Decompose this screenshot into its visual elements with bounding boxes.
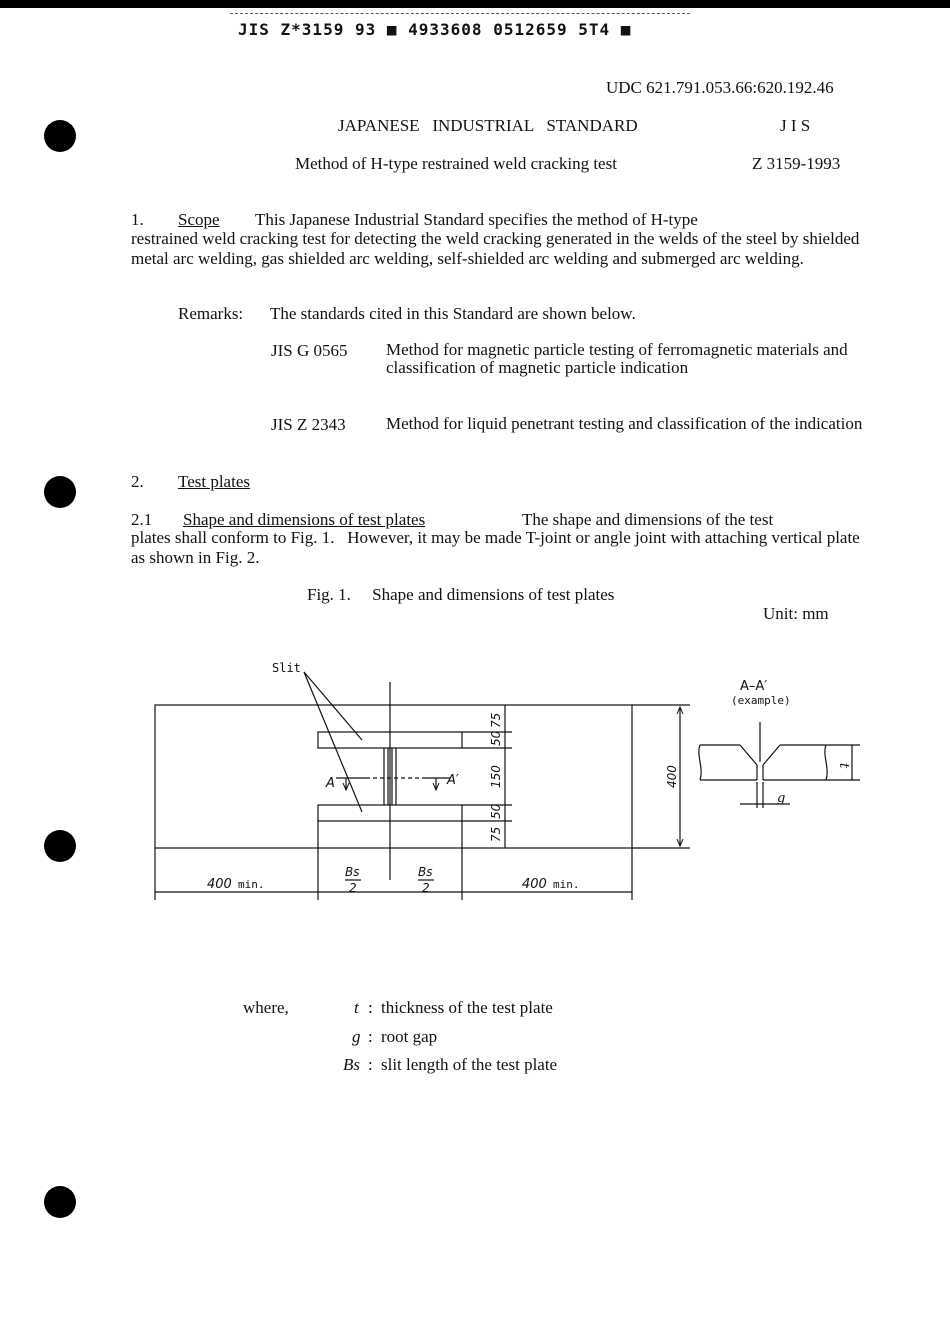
standard-number: Z 3159-1993	[752, 154, 841, 173]
dim-50-bottom: 50	[489, 803, 503, 819]
dim-400-left: 400	[207, 877, 232, 892]
binder-hole-2	[44, 476, 76, 508]
dim-150: 150	[489, 765, 503, 788]
udc-number: UDC 621.791.053.66:620.192.46	[606, 78, 834, 97]
section-2-number: 2.	[131, 472, 144, 491]
reference-code: JIS Z 2343	[271, 415, 346, 434]
section-a-prime-label: A′	[447, 773, 459, 788]
document-code-line: JIS Z*3159 93 ■ 4933608 0512659 5T4 ■	[238, 20, 632, 39]
dim-400-height: 400	[665, 765, 679, 788]
section-view-title: A–A′	[740, 679, 768, 694]
section-2-heading: Test plates	[178, 472, 250, 491]
legend-symbol: t	[354, 998, 359, 1017]
dim-half-right: 2	[422, 881, 430, 895]
slit-label: Slit	[272, 661, 301, 675]
section-view-subtitle: (example)	[731, 694, 791, 707]
jis-letters: J I S	[780, 116, 811, 135]
section-1-body: restrained weld cracking test for detecting the weld cracking generated in the welds of the steel by shielded metal arc welding, gas shielded arc welding, self-shielded arc welding and submerged arc welding.	[131, 229, 860, 268]
dim-min-right: min.	[553, 878, 580, 891]
legend-colon: :	[368, 1055, 373, 1074]
dim-50-top: 50	[489, 730, 503, 746]
reference-description: Method for magnetic particle testing of ferromagnetic materials and classification of magnetic particle indication	[386, 340, 848, 377]
document-title: Method of H-type restrained weld cracking test	[295, 154, 617, 173]
legend-colon: :	[368, 1027, 373, 1046]
subsection-2-1-number: 2.1	[131, 510, 153, 529]
scan-top-border	[0, 0, 950, 8]
remarks-text: The standards cited in this Standard are shown below.	[270, 304, 636, 323]
legend-symbol: Bs	[343, 1055, 360, 1074]
dim-half-left: 2	[349, 881, 357, 895]
dim-75-top: 75	[489, 712, 503, 728]
dim-min-left: min.	[238, 878, 265, 891]
figure-1-drawing	[0, 650, 950, 910]
legend-text: thickness of the test plate	[381, 998, 553, 1017]
section-1-number: 1.	[131, 210, 144, 229]
subsection-2-1-body: plates shall conform to Fig. 1. However, it may be made T-joint or angle joint with attaching vertical plate as shown in Fig. 2.	[131, 528, 864, 567]
dim-bs-right: Bs	[418, 865, 433, 879]
remarks-label: Remarks:	[178, 304, 244, 323]
standard-name: JAPANESE INDUSTRIAL STANDARD	[338, 116, 638, 135]
binder-hole-1	[44, 120, 76, 152]
legend-where: where,	[243, 998, 289, 1017]
test-plate-outline	[155, 705, 632, 848]
thickness-label: t	[836, 763, 851, 769]
legend-text: root gap	[381, 1027, 438, 1046]
section-1-heading: Scope	[178, 210, 220, 229]
reference-code: JIS G 0565	[271, 341, 348, 360]
figure-unit: Unit: mm	[763, 604, 829, 623]
legend-colon: :	[368, 998, 373, 1017]
section-1-first-line: This Japanese Industrial Standard specifies the method of H-type	[255, 210, 698, 229]
gap-label: g	[777, 791, 786, 806]
binder-hole-4	[44, 1186, 76, 1218]
subsection-2-1-first-line: The shape and dimensions of the test	[522, 510, 774, 529]
legend-symbol: g	[352, 1027, 361, 1046]
figure-caption: Fig. 1. Shape and dimensions of test plates	[307, 585, 615, 604]
dim-bs-left: Bs	[345, 865, 360, 879]
legend-text: slit length of the test plate	[381, 1055, 558, 1074]
code-line-rule	[230, 13, 690, 14]
reference-description: Method for liquid penetrant testing and classification of the indication	[386, 414, 863, 433]
dim-75-bottom: 75	[489, 826, 503, 842]
section-a-label: A	[326, 776, 335, 791]
subsection-2-1-heading: Shape and dimensions of test plates	[183, 510, 426, 529]
dim-400-right: 400	[522, 877, 547, 892]
